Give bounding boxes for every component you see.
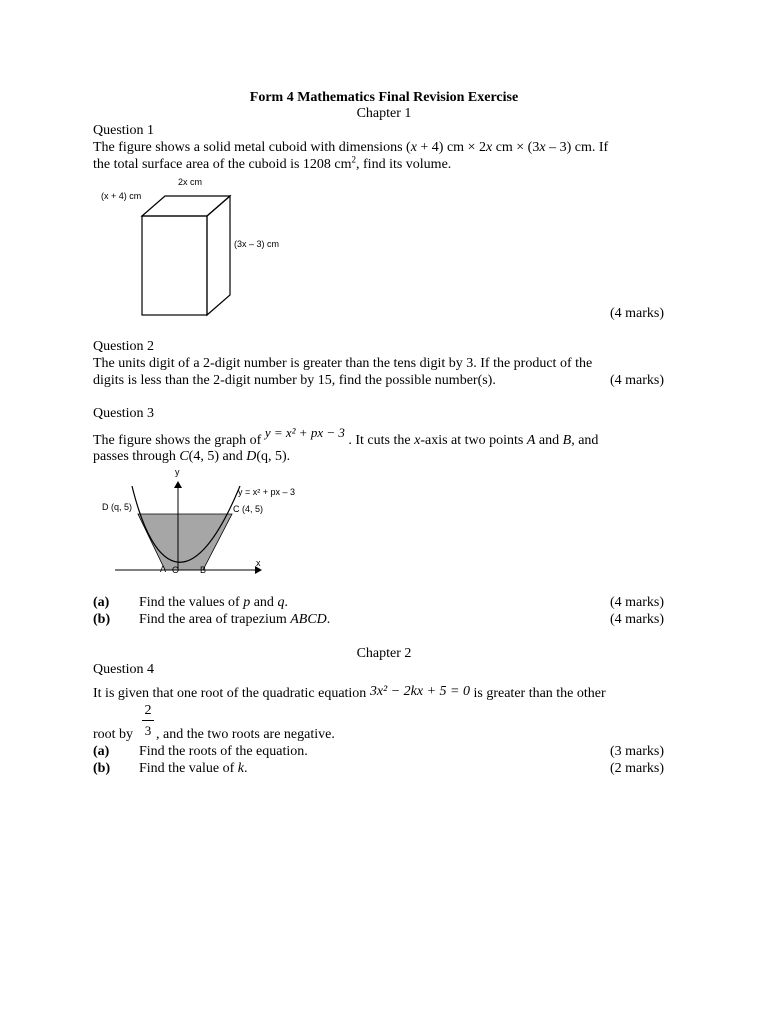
q4-heading: Question 4 (93, 662, 155, 677)
q2-text-line1: The units digit of a 2-digit number is greater than the tens digit by 3. If the product of the (93, 356, 593, 371)
page-title: Form 4 Mathematics Final Revision Exercise (249, 90, 519, 105)
q4-part-a-marks: (3 marks) (609, 744, 664, 759)
q4-fraction-den: 3 (144, 723, 152, 738)
q4-part-a-label: (a) (93, 744, 110, 759)
graph-point-d: D (q, 5) (102, 502, 133, 512)
q4-text-line2-a: root by (93, 727, 134, 742)
graph-y-label: y (175, 467, 180, 477)
q3-part-a-label: (a) (93, 595, 110, 610)
q2-text-line2: digits is less than the 2-digit number by 15, find the possible number(s). (93, 373, 496, 388)
q3-heading: Question 3 (93, 406, 155, 421)
q4-fraction-bar (142, 720, 154, 721)
q4-part-a-text: Find the roots of the equation. (139, 744, 308, 759)
q1-text-line2: the total surface area of the cuboid is 1208 $cm^2$, find its volume. (93, 154, 452, 172)
chapter-2-heading: Chapter 2 (356, 646, 412, 661)
cuboid-label-left: (x + 4) cm (101, 191, 142, 201)
graph-equation-label: y = x² + px – 3 (238, 487, 296, 497)
chapter-1-heading: Chapter 1 (356, 106, 412, 121)
q4-part-b-label: (b) (93, 761, 111, 776)
cuboid-label-top: 2x cm (178, 177, 203, 187)
q3-part-b-marks: (4 marks) (609, 612, 664, 627)
q3-text-line1: The figure shows the graph of y = x² + px − 3 . It cuts the x-axis at two points A and B, and (93, 425, 599, 448)
graph-point-a: A (160, 564, 167, 574)
graph-x-label: x (256, 558, 261, 568)
q3-part-a-text: Find the values of p and q. (139, 595, 288, 610)
q4-equation: 3x² − 2kx + 5 = 0 (369, 684, 470, 699)
q1-marks: (4 marks) (609, 306, 664, 321)
q3-equation: y = x² + px − 3 (264, 425, 345, 440)
q3-part-a-marks: (4 marks) (609, 595, 664, 610)
q3-text-line2: passes through C(4, 5) and D(q, 5). (93, 449, 291, 464)
graph-point-b: B (200, 565, 207, 575)
q4-fraction-num: 2 (144, 703, 152, 718)
graph-origin: O (172, 565, 180, 575)
cuboid-label-right: (3x – 3) cm (234, 239, 280, 249)
graph-point-c: C (4, 5) (233, 504, 264, 514)
q1-text-line1: The figure shows a solid metal cuboid with dimensions (x + 4) cm × 2x cm × (3x – 3) cm. If (93, 140, 609, 155)
q4-part-b-text: Find the value of k. (139, 761, 248, 776)
y-axis-arrow (174, 481, 182, 488)
q4-text-line1: It is given that one root of the quadratic equation 3x² − 2kx + 5 = 0 is greater than the other (93, 684, 606, 701)
q4-part-b-marks: (2 marks) (609, 761, 664, 776)
q3-part-b-label: (b) (93, 612, 111, 627)
q4-text-line2-b: , and the two roots are negative. (156, 727, 335, 742)
q2-heading: Question 2 (93, 339, 155, 354)
q2-marks: (4 marks) (609, 373, 664, 388)
q3-part-b-text: Find the area of trapezium ABCD. (139, 612, 331, 627)
q1-heading: Question 1 (93, 123, 155, 138)
